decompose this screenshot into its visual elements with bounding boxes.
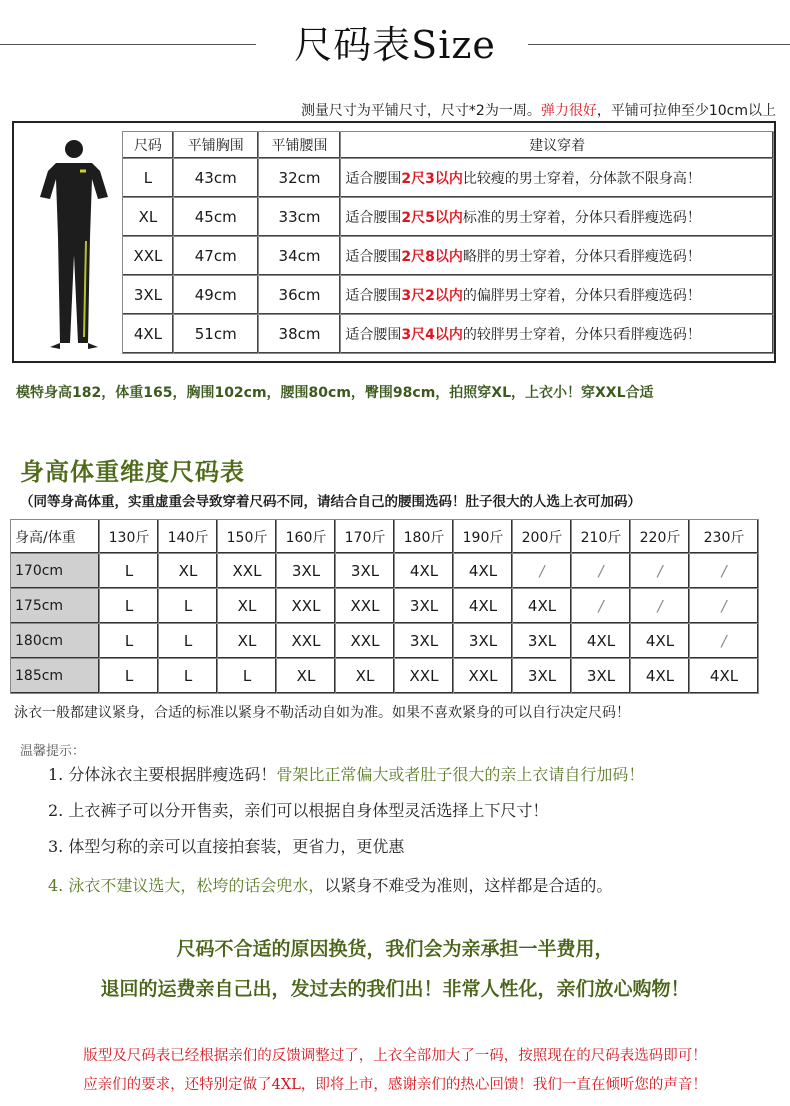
size-cell: XXL [336, 624, 395, 659]
advice-cell [341, 276, 774, 315]
table-row [123, 276, 774, 315]
tip-3: 3. 体型匀称的亲可以直接拍套装，更省力，更优惠 [48, 837, 405, 856]
tip-2: 2. 上衣裤子可以分开售卖，亲们可以根据自身体型灵活选择上下尺寸！ [48, 801, 549, 820]
model-note: 模特身高182，体重165，胸围102cm，腰围80cm，臀围98cm，拍照穿XL，上衣小！穿XXL合适 [16, 385, 654, 401]
size-cell: XL [159, 554, 218, 589]
weight-header: 130斤 [100, 520, 159, 554]
size-cell: / [631, 589, 690, 624]
waist-cell: 33cm [258, 198, 341, 237]
weight-header: 150斤 [218, 520, 277, 554]
size-cell: XL [336, 659, 395, 694]
size-cell: L [159, 624, 218, 659]
weight-header: 180斤 [395, 520, 454, 554]
size-cell: L [100, 624, 159, 659]
height-cell: 185cm [11, 659, 100, 694]
advice-pre: 适合腰围 [345, 171, 402, 187]
advice-post: 比较瘦的男士穿着，分体款不限身高！ [462, 171, 701, 187]
size-cell: XXL [277, 624, 336, 659]
chest-cell: 47cm [173, 237, 258, 276]
advice-red: 3尺2以内 [401, 288, 463, 304]
chest-cell: 51cm [173, 315, 258, 354]
size-table-header [123, 132, 774, 159]
size-cell: 4XL [454, 589, 513, 624]
size-cell: L [100, 554, 159, 589]
advice-cell [341, 198, 774, 237]
fit-note: 泳衣一般都建议紧身，合适的标准以紧身不勒活动自如为准。如果不喜欢紧身的可以自行决定尺码！ [14, 705, 630, 721]
measure-note-red: 弹力很好 [540, 103, 597, 119]
table-row [123, 159, 774, 198]
advice-red: 2尺5以内 [401, 210, 463, 226]
size-cell: 4XL [123, 315, 174, 354]
waist-cell: 32cm [258, 159, 341, 198]
size-cell: XL [277, 659, 336, 694]
advice-cell [341, 315, 774, 354]
size-cell: XXL [218, 554, 277, 589]
tip-4 [48, 873, 612, 896]
advice-pre: 适合腰围 [345, 210, 402, 226]
measure-note [301, 100, 776, 120]
page-title [0, 14, 790, 69]
tip-1-green: 骨架比正常偏大或者肚子很大的亲上衣请自行加码！ [276, 765, 645, 784]
chest-cell: 43cm [173, 159, 258, 198]
waist-cell: 38cm [258, 315, 341, 354]
size-cell: 4XL [690, 659, 759, 694]
size-table-frame [12, 121, 776, 363]
size-cell: L [159, 589, 218, 624]
size-cell: XXL [395, 659, 454, 694]
size-cell: 3XL [513, 659, 572, 694]
table-row [123, 237, 774, 276]
measure-note-part2: ，平铺可拉伸至少10cm以上 [596, 103, 776, 119]
size-cell: / [690, 554, 759, 589]
size-table [122, 131, 774, 354]
size-cell: / [513, 554, 572, 589]
hw-body [11, 554, 759, 694]
waist-cell: 34cm [258, 237, 341, 276]
size-cell: 3XL [572, 659, 631, 694]
size-cell: 4XL [513, 589, 572, 624]
header-waist: 平铺腰围 [258, 132, 341, 159]
weight-header: 210斤 [572, 520, 631, 554]
size-cell: XXL [454, 659, 513, 694]
advice-red: 2尺3以内 [401, 171, 463, 187]
size-cell: 3XL [336, 554, 395, 589]
size-cell: 4XL [395, 554, 454, 589]
hw-header-row [11, 520, 759, 554]
tip-4-main: 以紧身不难受为准则，这样都是合适的。 [324, 876, 613, 895]
tip-1-main: 1. 分体泳衣主要根据胖瘦选码！ [48, 765, 277, 784]
weight-header: 160斤 [277, 520, 336, 554]
size-cell: XXL [277, 589, 336, 624]
size-cell: XL [123, 198, 174, 237]
size-cell: 4XL [631, 659, 690, 694]
height-weight-table [10, 519, 759, 694]
size-cell: XL [218, 589, 277, 624]
advice-pre: 适合腰围 [345, 327, 402, 343]
header-advice: 建议穿着 [341, 132, 774, 159]
promise-line-1: 尺码不合适的原因换货，我们会为亲承担一半费用， [176, 938, 614, 960]
swimsuit-figure-icon [28, 137, 118, 353]
weight-header: 200斤 [513, 520, 572, 554]
size-cell: L [159, 659, 218, 694]
waist-cell: 36cm [258, 276, 341, 315]
size-cell: 3XL [454, 624, 513, 659]
size-cell: / [690, 624, 759, 659]
size-cell: 4XL [631, 624, 690, 659]
weight-header: 140斤 [159, 520, 218, 554]
title-cn: 尺码表 [294, 23, 412, 67]
advice-post: 的较胖男士穿着，分体只看胖瘦选码！ [462, 327, 701, 343]
section2-title: 身高体重维度尺码表 [20, 457, 245, 486]
size-cell: XL [218, 624, 277, 659]
size-cell: XXL [123, 237, 174, 276]
advice-red: 3尺4以内 [401, 327, 463, 343]
advice-post: 的偏胖男士穿着，分体只看胖瘦选码！ [462, 288, 701, 304]
size-cell: 4XL [454, 554, 513, 589]
height-cell: 175cm [11, 589, 100, 624]
advice-cell [341, 159, 774, 198]
size-cell: 3XL [395, 624, 454, 659]
chest-cell: 49cm [173, 276, 258, 315]
tip-4-green: 4. 泳衣不建议选大，松垮的话会兜水， [48, 876, 325, 895]
weight-header: 220斤 [631, 520, 690, 554]
size-cell: 3XL [277, 554, 336, 589]
table-row [11, 659, 759, 694]
height-cell: 180cm [11, 624, 100, 659]
chest-cell: 45cm [173, 198, 258, 237]
notice-line-1: 版型及尺码表已经根据亲们的反馈调整过了，上衣全部加大了一码，按照现在的尺码表选码即可！ [83, 1048, 707, 1064]
size-cell: 4XL [572, 624, 631, 659]
table-row [11, 624, 759, 659]
height-cell: 170cm [11, 554, 100, 589]
weight-header: 230斤 [690, 520, 759, 554]
table-row [123, 315, 774, 354]
header-chest: 平铺胸围 [173, 132, 258, 159]
size-cell: 3XL [513, 624, 572, 659]
measure-note-part1: 测量尺寸为平铺尺寸，尺寸*2为一周。 [300, 103, 541, 119]
hw-corner: 身高/体重 [11, 520, 100, 554]
advice-red: 2尺8以内 [401, 249, 463, 265]
size-cell: L [218, 659, 277, 694]
header-size: 尺码 [123, 132, 174, 159]
tip-1 [48, 762, 644, 785]
weight-header: 170斤 [336, 520, 395, 554]
advice-post: 略胖的男士穿着，分体只看胖瘦选码！ [462, 249, 701, 265]
notice-line-2: 应亲们的要求，还特别定做了4XL，即将上市，感谢亲们的热心回馈！我们一直在倾听您的声音！ [83, 1077, 707, 1093]
tips-heading: 温馨提示： [20, 744, 86, 759]
size-cell: / [572, 589, 631, 624]
promise-line-2: 退回的运费亲自己出，发过去的我们出！非常人性化，亲们放心购物！ [100, 978, 690, 1000]
section2-subtitle: （同等身高体重，实重虚重会导致穿着尺码不同，请结合自己的腰围选码！肚子很大的人选上衣可加码） [20, 494, 641, 510]
size-cell: 3XL [123, 276, 174, 315]
advice-post: 标准的男士穿着，分体只看胖瘦选码！ [462, 210, 701, 226]
size-cell: / [631, 554, 690, 589]
advice-cell [341, 237, 774, 276]
size-cell: / [572, 554, 631, 589]
size-cell: / [690, 589, 759, 624]
size-cell: L [100, 659, 159, 694]
advice-pre: 适合腰围 [345, 249, 402, 265]
size-cell: 3XL [395, 589, 454, 624]
size-cell: L [123, 159, 174, 198]
table-row [11, 554, 759, 589]
table-row [123, 198, 774, 237]
size-cell: L [100, 589, 159, 624]
table-row [11, 589, 759, 624]
advice-pre: 适合腰围 [345, 288, 402, 304]
weight-header: 190斤 [454, 520, 513, 554]
size-cell: XXL [336, 589, 395, 624]
title-en: Size [411, 23, 496, 67]
